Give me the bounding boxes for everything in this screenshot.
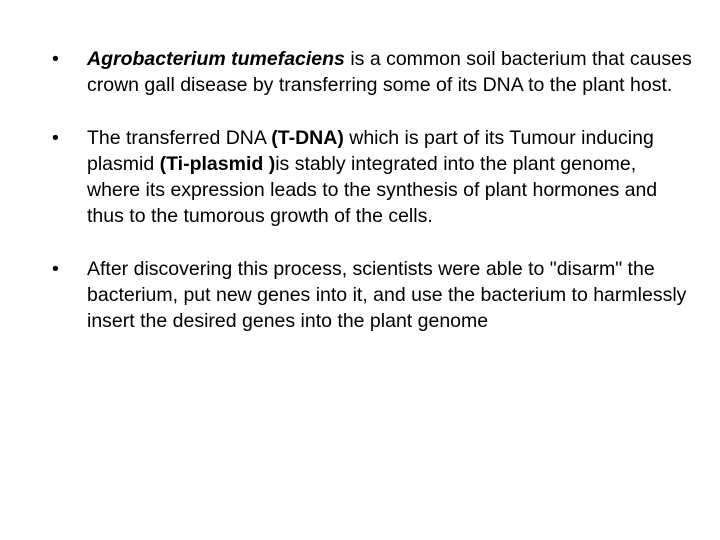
bullet-item-disarm — [52, 256, 692, 334]
bullet-text: The transferred DNA — [87, 127, 272, 149]
bullet-item-t-dna — [52, 125, 692, 229]
bullet-item-agrobacterium — [52, 46, 692, 98]
bullet-text: After discovering this process, scientists were able to "disarm" the bacterium, put new genes into it, and use the bacterium to harmlessly insert the desired genes into the plant genome — [87, 258, 687, 332]
bullet-icon: • — [52, 127, 59, 149]
bullet-icon: • — [52, 258, 59, 280]
species-name: Agrobacterium tumefaciens — [87, 48, 345, 70]
bullet-text: is stably integrated into the plant genome, where its expression leads to the synthesis of plant hormones and thus to the tumorous growth of the cells. — [87, 153, 658, 227]
bullet-text: is a common soil bacterium that causes crown gall disease by transferring some of its DNA to the plant host. — [87, 48, 692, 96]
term-ti-plasmid: (Ti-plasmid ) — [159, 153, 276, 175]
bullet-text: which is part of its Tumour inducing plasmid — [87, 127, 654, 175]
bullet-icon: • — [52, 48, 59, 70]
term-t-dna: (T-DNA) — [271, 127, 344, 149]
bullet-list — [52, 46, 692, 334]
